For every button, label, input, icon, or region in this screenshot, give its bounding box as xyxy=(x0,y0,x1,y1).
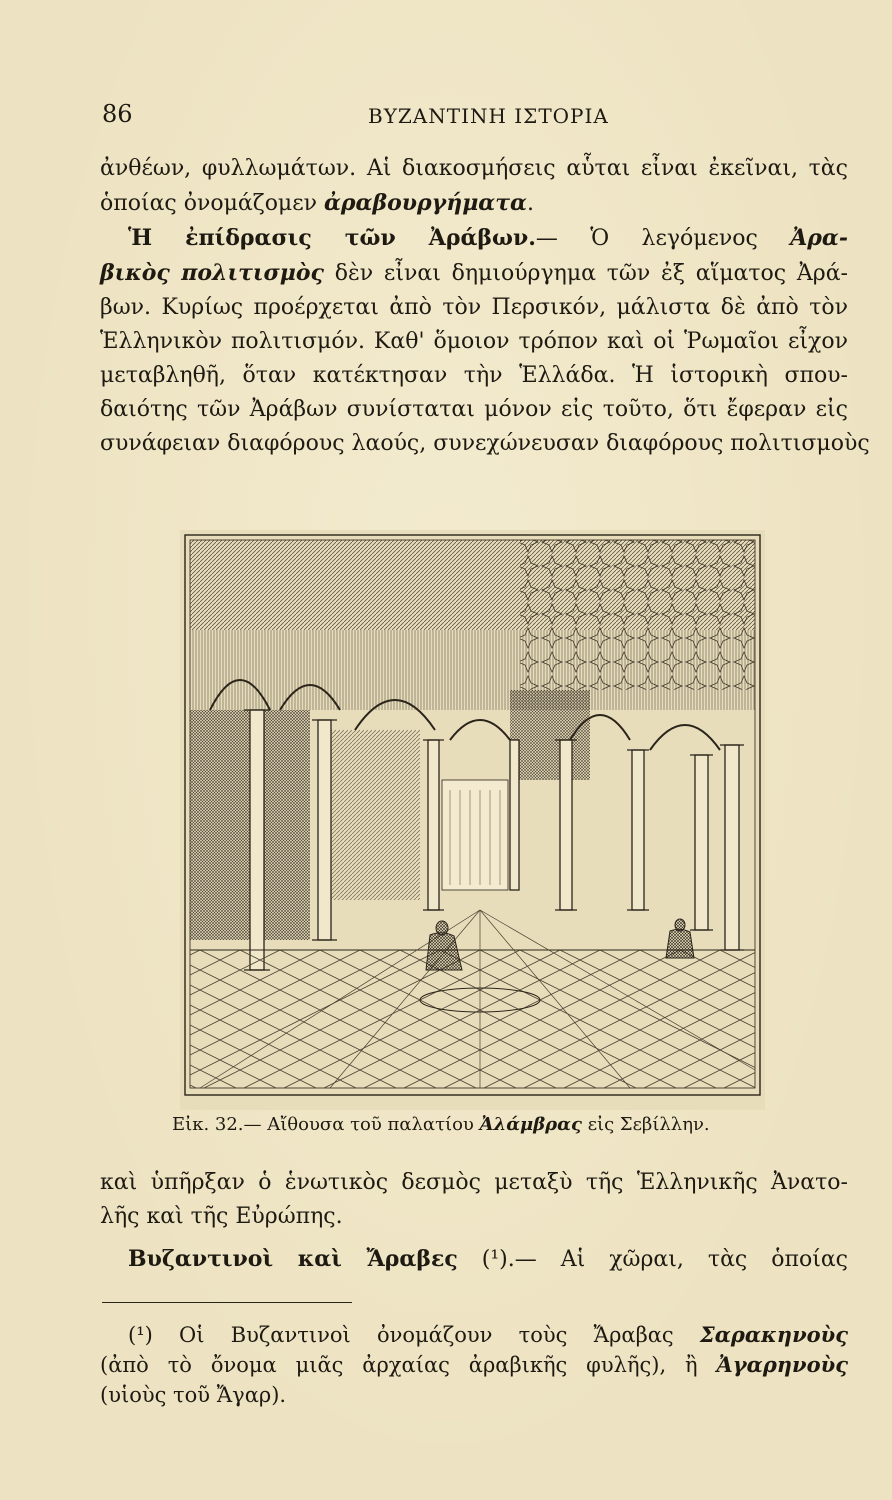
page-number: 86 xyxy=(102,100,133,128)
italic-term: ἀραβουργήματα xyxy=(324,190,527,216)
italic-term: Σαρακηνοὺς xyxy=(699,1322,848,1347)
running-head: ΒΥΖΑΝΤΙΝΗ ΙΣΤΟΡΙΑ xyxy=(368,104,609,128)
section-heading: Ἡ ἐπίδρασις τῶν Ἀράβων. xyxy=(128,225,536,251)
footnote-rule xyxy=(102,1302,352,1303)
alhambra-illustration xyxy=(180,530,765,1110)
paragraph-arabic-influence xyxy=(100,152,870,461)
text-line xyxy=(100,256,848,291)
text-line xyxy=(100,1242,848,1277)
text-span: — Ὁ λεγόμενος xyxy=(535,226,791,251)
text-span: (¹) Οἱ Βυζαντινοὶ ὀνομάζουν τοὺς Ἄραβας xyxy=(128,1323,700,1347)
caption-italic: Ἀλάμβρας xyxy=(479,1114,582,1135)
text-line: λῆς καὶ τῆς Εὐρώπης. xyxy=(100,1204,343,1229)
figure-caption xyxy=(172,1114,792,1135)
text-span: δὲν εἶναι δημιούργημα τῶν ἐξ αἵματος Ἀρά- xyxy=(323,261,848,286)
text-span: (¹).— Αἱ χῶραι, τὰς ὁποίας xyxy=(457,1247,849,1272)
footnote-line: (υἱοὺς τοῦ Ἄγαρ). xyxy=(100,1383,287,1407)
text-line: δαιότης τῶν Ἀράβων συνίσταται μόνον εἰς τοῦτο, ὅτι ἔφεραν εἰς xyxy=(100,397,848,422)
italic-term: Ἀγαρηνοὺς xyxy=(716,1352,848,1377)
text-span: . xyxy=(526,191,534,216)
italic-term: Ἀρα- xyxy=(790,225,848,251)
italic-term: βικὸς πολιτισμὸς xyxy=(100,260,324,286)
footnote-line xyxy=(100,1320,848,1350)
footnote-line xyxy=(100,1350,848,1380)
text-line: Ἑλληνικὸν πολιτισμόν. Καθ' ὅμοιον τρόπον καὶ οἱ Ῥωμαῖοι εἶχον xyxy=(100,329,848,354)
section-heading: Βυζαντινοὶ καὶ Ἄραβες xyxy=(128,1246,458,1272)
text-line: συνάφειαν διαφόρους λαούς, συνεχώνευσαν διαφόρους πολιτισμοὺς xyxy=(100,431,870,456)
text-span: ὁποίας ὀνομάζομεν xyxy=(100,191,324,216)
caption-text: εἰς Σεβίλλην. xyxy=(581,1114,710,1135)
paragraph-byzantines-arabs xyxy=(100,1166,848,1277)
text-line: μεταβληθῆ, ὅταν κατέκτησαν τὴν Ἑλλάδα. Ἡ ἱστορικὴ σπου- xyxy=(100,363,848,388)
text-line xyxy=(100,221,848,256)
text-span: (ἀπὸ τὸ ὄνομα μιᾶς ἀρχαίας ἀραβικῆς φυλῆς), ἢ xyxy=(100,1353,717,1377)
footnote xyxy=(100,1320,848,1410)
text-line: ἀνθέων, φυλλωμάτων. Αἱ διακοσμήσεις αὗται εἶναι ἐκεῖναι, τὰς xyxy=(100,156,848,181)
text-line: καὶ ὑπῆρξαν ὁ ἑνωτικὸς δεσμὸς μεταξὺ τῆς Ἑλληνικῆς Ἀνατο- xyxy=(100,1170,848,1195)
caption-text: Εἰκ. 32.— Αἴθουσα τοῦ παλατίου xyxy=(172,1114,480,1135)
page-header xyxy=(100,100,860,140)
text-line: βων. Κυρίως προέρχεται ἀπὸ τὸν Περσικόν, μάλιστα δὲ ἀπὸ τὸν xyxy=(100,295,848,320)
text-line xyxy=(100,186,848,221)
